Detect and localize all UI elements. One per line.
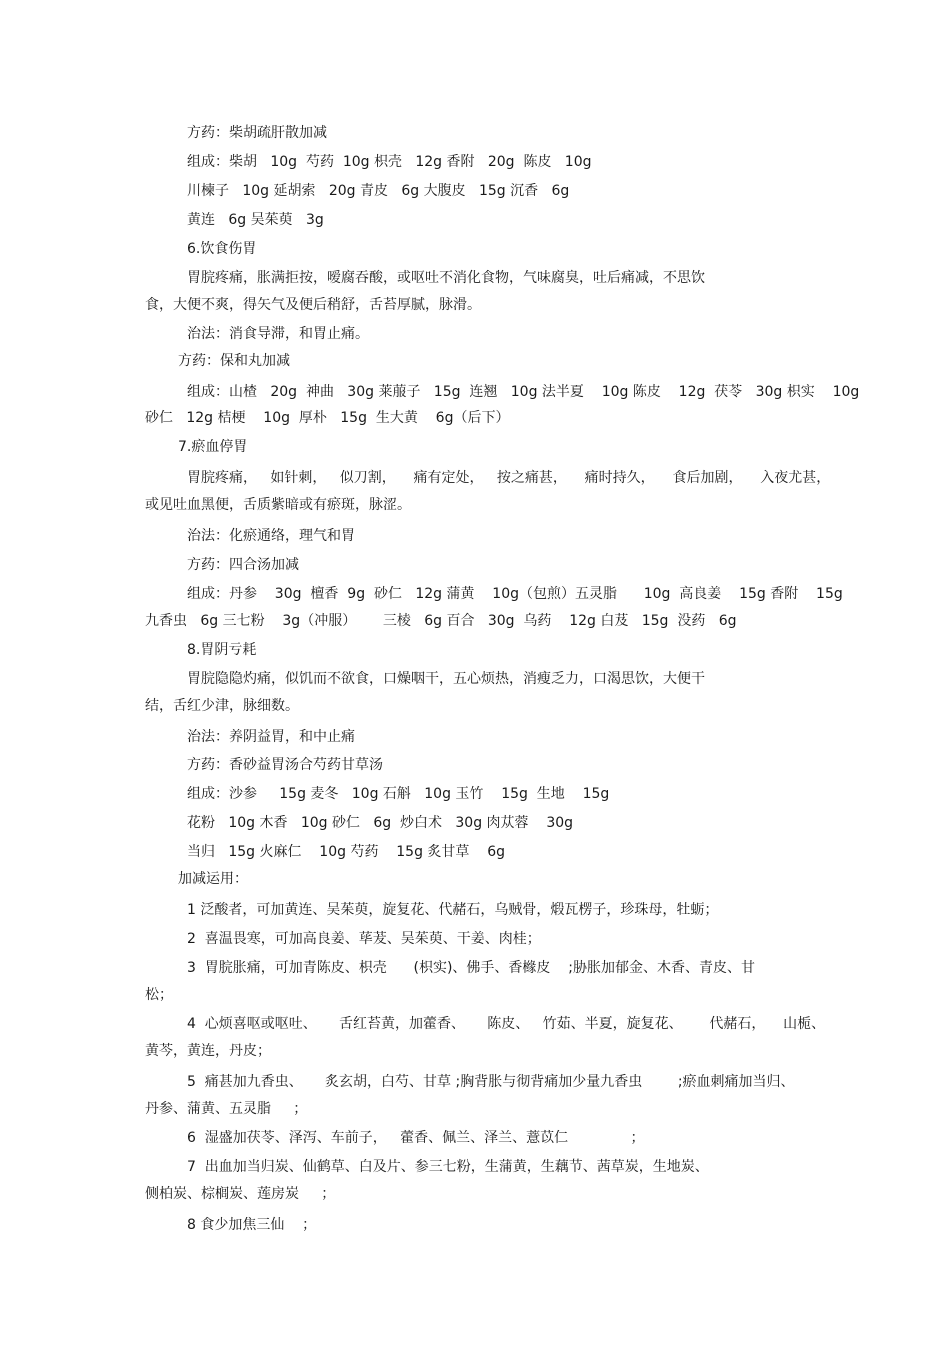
- composition-line: 九香虫 6g 三七粉 3g（冲服） 三棱 6g 百合 30g 乌药 12g 白芨 15g 没药 6g: [145, 613, 737, 629]
- composition-line: 组成：沙参 15g 麦冬 10g 石斛 10g 玉竹 15g 生地 15g: [187, 786, 610, 802]
- formula-line: 方药：保和丸加减: [178, 353, 290, 369]
- addition-item: 黄芩，黄连，丹皮；: [145, 1043, 271, 1059]
- addition-item: 丹参、蒲黄、五灵脂 ；: [145, 1101, 308, 1117]
- symptoms-line: 或见吐血黑便，舌质紫暗或有瘀斑，脉涩。: [145, 497, 411, 513]
- addition-item: 3 胃脘胀痛，可加青陈皮、枳壳 (枳实)、佛手、香橼皮 ;胁胀加郁金、木香、青皮、甘: [187, 960, 755, 976]
- addition-item: 7 出血加当归炭、仙鹤草、白及片、参三七粉，生蒲黄，生藕节、茜草炭，生地炭、: [187, 1159, 709, 1175]
- treatment-line: 治法：化瘀通络，理气和胃: [187, 528, 355, 544]
- formula-line: 方药：香砂益胃汤合芍药甘草汤: [187, 757, 383, 773]
- addition-item: 1 泛酸者，可加黄连、吴茱萸，旋复花、代赭石，乌贼骨，煅瓦楞子，珍珠母，牡蛎；: [187, 902, 719, 918]
- symptoms-line: 食，大便不爽，得矢气及便后稍舒，舌苔厚腻，脉滑。: [145, 297, 481, 313]
- formula-line: 方药：柴胡疏肝散加减: [187, 125, 327, 141]
- section-title: 7.瘀血停胃: [178, 439, 248, 455]
- addition-item: 6 湿盛加茯苓、泽泻、车前子， 藿香、佩兰、泽兰、薏苡仁 ；: [187, 1130, 645, 1146]
- additions-heading: 加减运用：: [178, 871, 248, 887]
- symptoms-line: 胃脘疼痛， 如针刺， 似刀割， 痛有定处， 按之痛甚， 痛时持久， 食后加剧， 入夜尤甚，: [187, 470, 831, 486]
- addition-item: 5 痛甚加九香虫、 炙玄胡，白芍、甘草 ;胸背胀与彻背痛加少量九香虫 ;瘀血刺痛加当归、: [187, 1074, 795, 1090]
- addition-item: 2 喜温畏寒，可加高良姜、荜茇、吴茱萸、干姜、肉桂；: [187, 931, 541, 947]
- addition-item: 4 心烦喜呕或呕吐、 舌红苔黄，加藿香、 陈皮、 竹茹、半夏，旋复花、 代赭石， 山栀、: [187, 1016, 826, 1032]
- symptoms-line: 结，舌红少津，脉细数。: [145, 698, 299, 714]
- formula-line: 方药：四合汤加减: [187, 557, 299, 573]
- composition-line: 黄连 6g 吴茱萸 3g: [187, 212, 324, 228]
- composition-line: 组成：柴胡 10g 芍药 10g 枳壳 12g 香附 20g 陈皮 10g: [187, 154, 592, 170]
- composition-line: 组成：山楂 20g 神曲 30g 莱菔子 15g 连翘 10g 法半夏 10g 陈皮 12g 茯苓 30g 枳实 10g: [187, 384, 860, 400]
- section-title: 6.饮食伤胃: [187, 241, 257, 257]
- addition-item: 松；: [145, 987, 173, 1003]
- composition-line: 当归 15g 火麻仁 10g 芍药 15g 炙甘草 6g: [187, 844, 506, 860]
- section-title: 8.胃阴亏耗: [187, 642, 257, 658]
- symptoms-line: 胃脘隐隐灼痛，似饥而不欲食，口燥咽干，五心烦热，消瘦乏力，口渴思饮，大便干: [187, 671, 705, 687]
- addition-item: 侧柏炭、棕榈炭、莲房炭 ；: [145, 1186, 336, 1202]
- composition-line: 砂仁 12g 桔梗 10g 厚朴 15g 生大黄 6g（后下）: [145, 410, 510, 426]
- composition-line: 川楝子 10g 延胡索 20g 青皮 6g 大腹皮 15g 沉香 6g: [187, 183, 570, 199]
- symptoms-line: 胃脘疼痛，胀满拒按，嗳腐吞酸，或呕吐不消化食物，气味腐臭，吐后痛减，不思饮: [187, 270, 705, 286]
- treatment-line: 治法：养阴益胃，和中止痛: [187, 729, 355, 745]
- composition-line: 花粉 10g 木香 10g 砂仁 6g 炒白术 30g 肉苁蓉 30g: [187, 815, 574, 831]
- treatment-line: 治法：消食导滞，和胃止痛。: [187, 326, 369, 342]
- composition-line: 组成：丹参 30g 檀香 9g 砂仁 12g 蒲黄 10g（包煎）五灵脂 10g 高良姜 15g 香附 15g: [187, 586, 843, 602]
- addition-item: 8 食少加焦三仙 ；: [187, 1217, 317, 1233]
